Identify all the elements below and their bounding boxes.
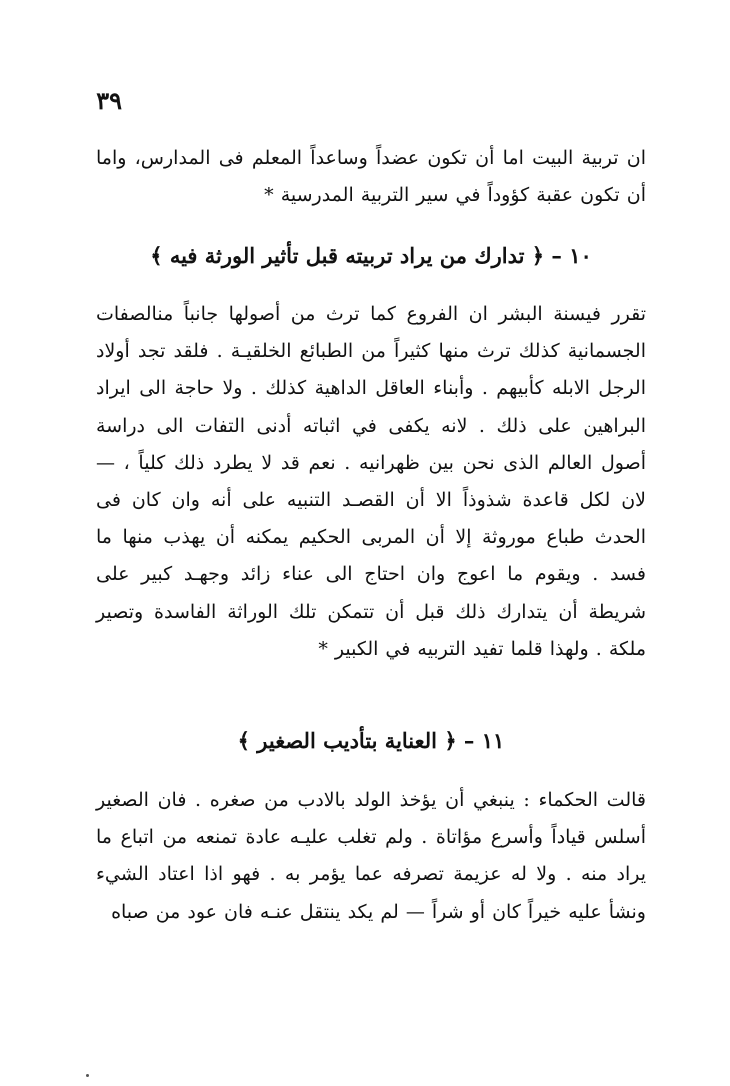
page-number: ٣٩: [96, 86, 122, 115]
paragraph-child-discipline: قالت الحكماء : ينبغي أن يؤخذ الولد بالادب من صغره . فان الصغير أسلس قياداً وأسرع مؤاتاة . ولم تغلب عليـه عادة تمنعه من اتباع ما يراد منه . ولا له عزيمة تصرفه عما يؤمر به . فهو اذا اعتاد الشيء ونشأ عليه خيراً كان أو شراً — لم يكد ينتقل عنـه فان عود من صباه: [96, 789, 646, 923]
paragraph-home-education: ان تربية البيت اما أن تكون عضداً وساعداً المعلم فى المدارس، واما أن تكون عقبة كؤوداً في سير التربية المدرسية *: [96, 147, 646, 207]
section-heading-10: ١٠ – ﴿ تدارك من يراد تربيته قبل تأثير الورثة فيه ﴾: [150, 243, 592, 268]
section-heading-11: ١١ – ﴿ العناية بتأديب الصغير ﴾: [237, 728, 505, 753]
paragraph-heredity: تقرر فيسنة البشر ان الفروع كما ترث من أصولها جانباً منالصفات الجسمانية كذلك ترث منها كثيراً من الطبائع الخلقيـة . فلقد تجد أولاد الرجل الابله كأبيهم . وأبناء العاقل الداهية كذلك . ولا حاجة الى ايراد البراهين على ذلك . لانه يكفى في اثباته أدنى التفات الى دراسة أصول العالم الذى نحن بين ظهرانيه . نعم قد لا يطرد ذلك كلياً ، — لان لكل قاعدة شذوذاً الا أن القصـد التنبيه على أنه وان كان فى الحدث طباع موروثة إلا أن المربى الحكيم يمكنه أن يهذب منها ما فسد . ويقوم ما اعوج وان احتاج الى عناء زائد وجهـد كبير على شريطة أن يتدارك ذلك قبل أن تتمكن تلك الوراثة الفاسدة وتصير ملكة . ولهذا قلما تفيد التربيه في الكبير *: [96, 303, 646, 660]
page-speck: [86, 1074, 89, 1077]
